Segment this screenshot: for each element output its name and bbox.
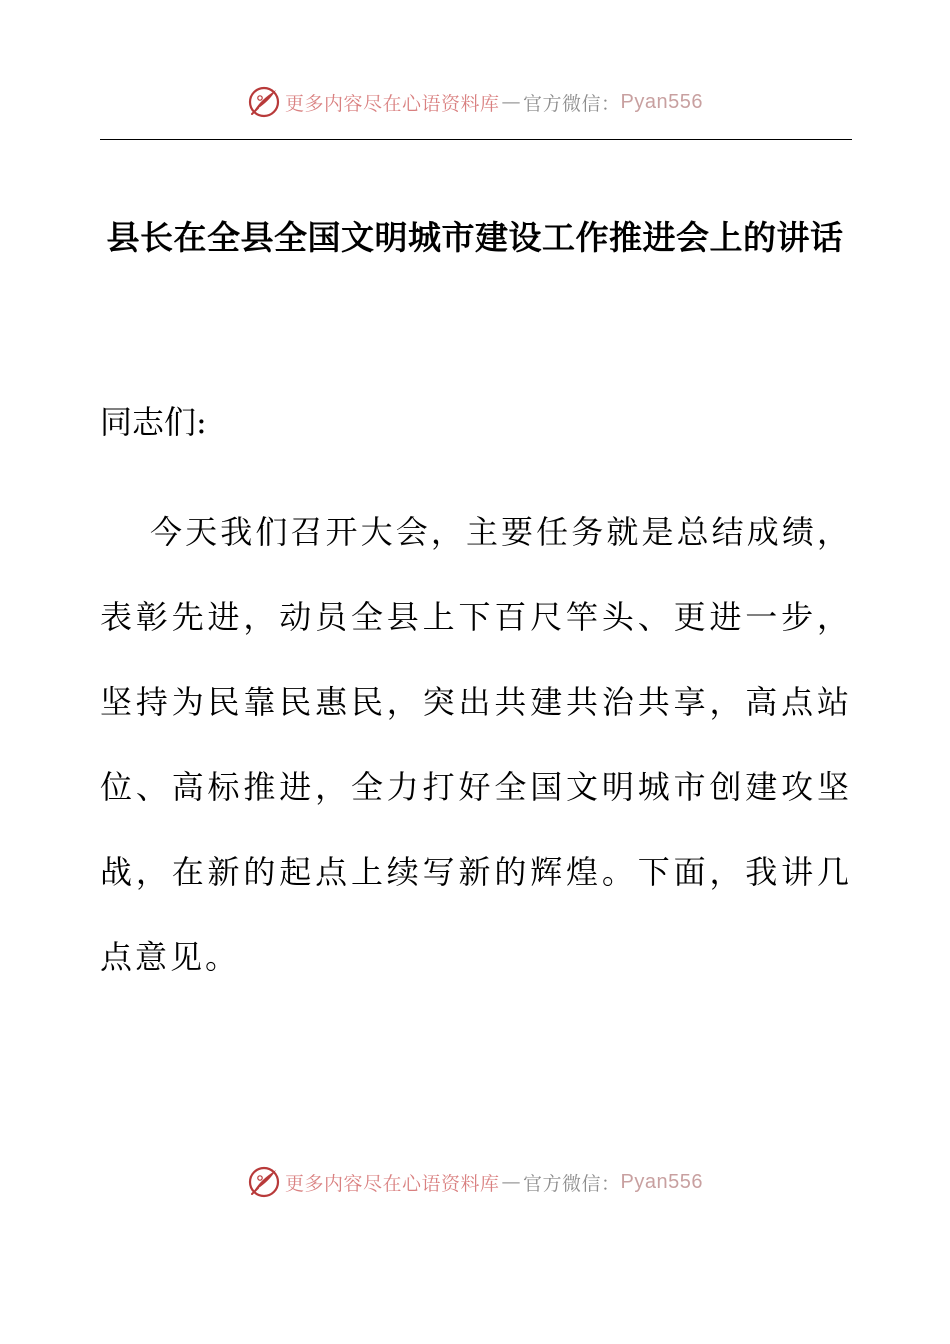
- footer-site-text: 更多内容尽在心语资料库: [285, 1172, 500, 1195]
- header-watermark-banner: [0, 82, 950, 122]
- header-watermark-text: [285, 89, 703, 116]
- body-paragraph: 今天我们召开大会，主要任务就是总结成绩，表彰先进，动员全县上下百尺竿头、更进一步，坚持为民靠民惠民，突出共建共治共享，高点站位、高标推进，全力打好全国文明城市创建攻坚战，在新的起点上续写新的辉煌。下面，我讲几点意见。: [100, 513, 852, 976]
- header-divider: [100, 139, 852, 140]
- document-title: 县长在全县全国文明城市建设工作推进会上的讲话: [106, 218, 844, 257]
- footer-wechat-id: Pyan556: [620, 1170, 703, 1193]
- quill-pen-logo-icon: [247, 1165, 281, 1199]
- salutation: 同志们:: [100, 403, 207, 441]
- header-wechat-label: 官方微信：: [523, 92, 621, 115]
- header-site-text: 更多内容尽在心语资料库: [285, 92, 500, 115]
- footer-dash: —: [501, 1171, 522, 1193]
- footer-watermark-text: [285, 1169, 703, 1196]
- footer-watermark-banner: [0, 1162, 950, 1202]
- header-wechat-id: Pyan556: [620, 90, 703, 113]
- footer-wechat-label: 官方微信：: [523, 1172, 621, 1195]
- header-dash: —: [501, 91, 522, 113]
- quill-pen-logo-icon: [247, 85, 281, 119]
